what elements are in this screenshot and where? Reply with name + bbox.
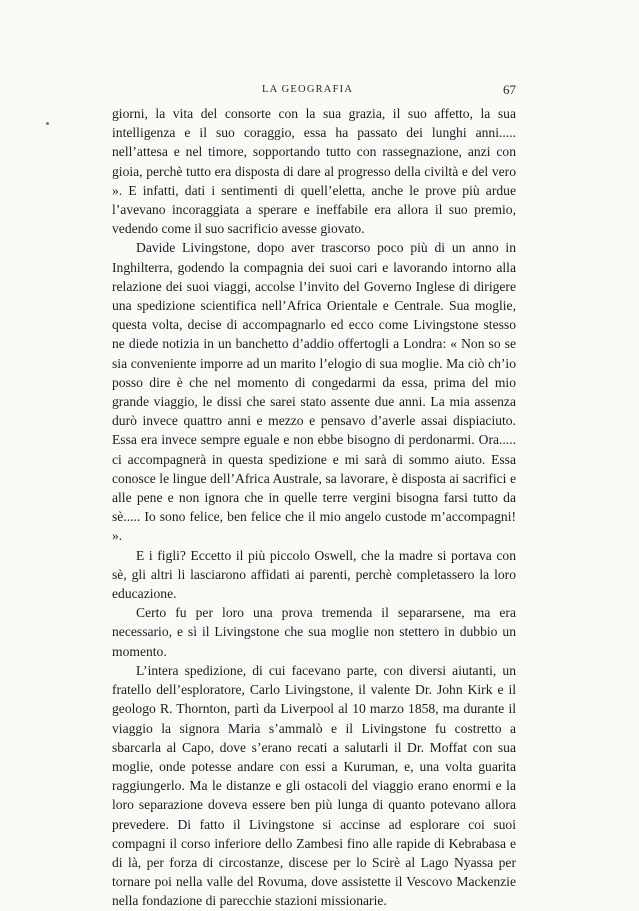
paragraph-3: E i figli? Eccetto il più piccolo Oswell, che la madre si portava con sè, gli altri li lasciarono affidati ai parenti, perchè completassero la loro educazione. [112,547,516,602]
body-text [112,104,516,911]
page-header [112,84,516,100]
page-number: 67 [503,82,516,97]
paragraph-1: giorni, la vita del consorte con la sua grazia, il suo affetto, la sua intelligenza e il suo coraggio, essa ha passato dei lunghi anni..... nell’attesa e nel timore, sopportando tutto con rassegnazione, anzi con gioia, perchè tutto era disposta di dare al progresso della civiltà e del vero ». E infatti, dati i sentimenti di quell’eletta, anche le prove più ardue l’avevano incoraggiata a sperare e ineffabile era allora il suo premio, vedendo come il suo sacrificio avesse giovato. [112,106,516,237]
paragraph-4: Certo fu per loro una prova tremenda il separarsene, ma era necessario, e sì il Livingstone che sua moglie non stettero in dubbio un momento. [112,605,516,659]
paragraph-5: L’intera spedizione, di cui facevano parte, con diversi aiutanti, un fratello dell’esploratore, Carlo Livingstone, il valente Dr. John Kirk e il geologo R. Thornton, partì da Liverpool al 10 marzo 1858, ma durante il viaggio la signora Maria s’ammalò e il Livingstone fu costretto a sbarcarla al Capo, dove s’erano recati a salutarli il Dr. Moffat con sua moglie, onde potesse andare con essi a Kuruman, e, una volta guarita raggiungerlo. Ma le distanze e gli ostacoli del viaggio erano enormi e la loro separazione doveva essere ben più lunga di quanto potevano allora prevedere. Di fatto il Livingstone si accinse ad esplorare coi suoi compagni il corso inferiore dello Zambesi fino alle rapide di Kebrabasa e di là, per forza di circostanze, discese per lo Scirè al Lago Nyassa per tornare poi nella valle del Rovuma, dove assistette il Vescovo Mackenzie nella fondazione di parecchie stazioni missionarie. [112,662,516,909]
running-title: LA GEOGRAFIA [262,84,354,95]
paragraph-2: Davide Livingstone, dopo aver trascorso poco più di un anno in Inghilterra, godendo la compagnia dei suoi cari e lavorando intorno alla relazione dei suoi viaggi, accolse l’invito del Governo Inglese di dirigere una spedizione scientifica nell’Africa Orientale e Centrale. Sua moglie, questa volta, decise di accompagnarlo ed ecco come Livingstone stesso ne diede notizia in un banchetto d’addio offertogli a Londra: « Non so se sia conveniente imporre ad un marito l’elogio di sua moglie. Ma ciò ch’io posso dire è che nel momento di congedarmi da essa, prima del mio grande viaggio, le dissi che sarei stato assente due anni. La mia assenza durò invece quattro anni e mezzo e pensavo d’averle assai dispiaciuto. Essa era invece sempre eguale e non ebbe bisogno di perdonarmi. Ora..... ci accompagnerà in questa spedizione e mi sarà di sommo aiuto. Essa conosce le lingue dell’Africa Australe, sa lavorare, è disposta ai sacrifici e alle pene e non ignora che in quelle terre vergini bisogna farsi tutto da sè..... Io sono felice, ben felice che il mio angelo custode m’accompagni! ». [112,240,516,544]
print-speck [46,122,49,125]
